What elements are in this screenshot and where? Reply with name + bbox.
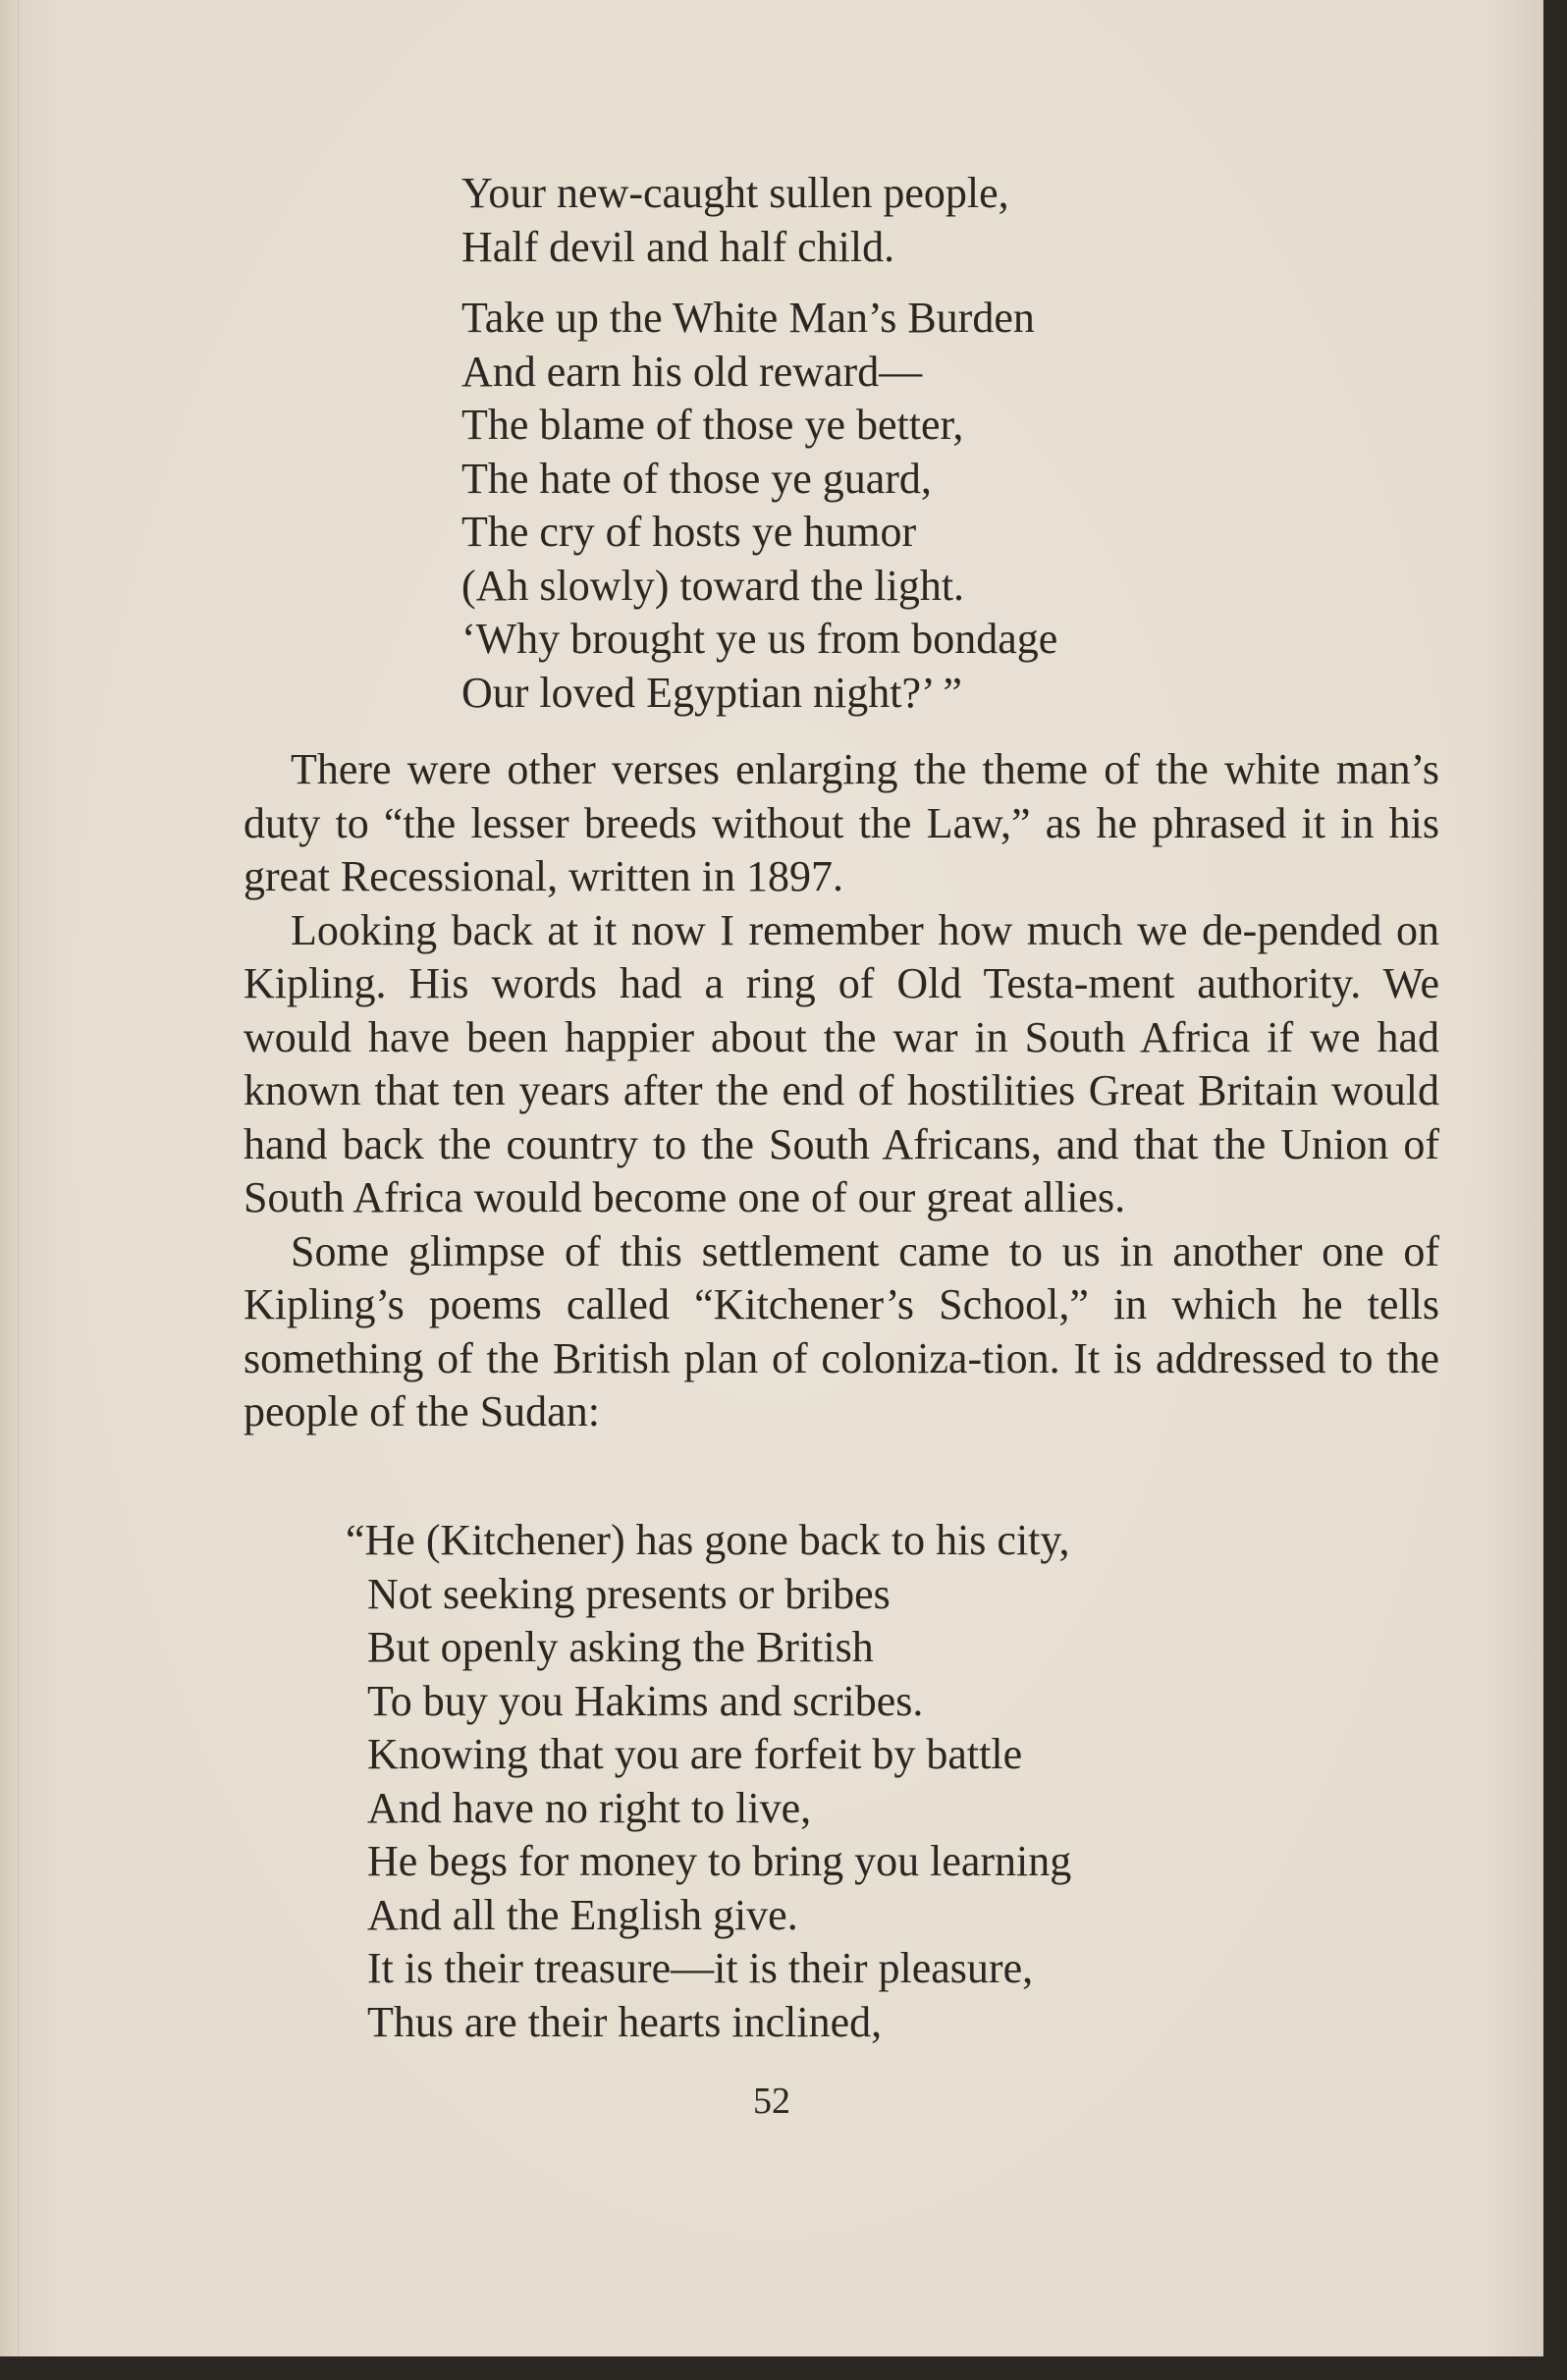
verse-line: The cry of hosts ye humor <box>461 508 917 556</box>
verse-line: Half devil and half child. <box>461 222 895 271</box>
verse-line: Not seeking presents or bribes <box>367 1569 891 1618</box>
verse-line: The hate of those ye guard, <box>461 454 932 503</box>
verse-line: “He (Kitchener) has gone back to his city, <box>346 1516 1070 1564</box>
verse-line: He begs for money to bring you learning <box>367 1837 1072 1885</box>
verse-top <box>461 167 1009 274</box>
verse-line: And have no right to live, <box>367 1783 812 1832</box>
verse-bottom <box>346 1514 1072 2049</box>
verse-line: But openly asking the British <box>367 1623 874 1671</box>
verse-middle <box>461 292 1057 720</box>
body-text <box>243 743 1439 1439</box>
verse-line: (Ah slowly) toward the light. <box>461 561 965 610</box>
verse-line: Thus are their hearts inclined, <box>367 1997 883 2046</box>
page-number: 52 <box>753 2081 790 2122</box>
verse-line: Take up the White Man’s Burden <box>461 294 1035 342</box>
paragraph: There were other verses enlarging the theme of the white man’s duty to “the lesser breeds without the Law,” as he phrased it in his great Recessional, written in 1897. <box>243 745 1439 900</box>
verse-line: ‘Why brought ye us from bondage <box>461 615 1058 663</box>
page-edge <box>0 0 19 2356</box>
verse-line: And earn his old reward— <box>461 347 923 396</box>
paragraph: Some glimpse of this settlement came to us in another one of Kipling’s poems called “Kitchener’s School,” in which he tells something of the British plan of coloniza-tion. It is addressed to the people of the Sudan: <box>243 1226 1439 1435</box>
verse-line: To buy you Hakims and scribes. <box>367 1676 924 1725</box>
verse-line: Your new-caught sullen people, <box>461 169 1009 217</box>
verse-line: The blame of those ye better, <box>461 401 964 449</box>
verse-line: Knowing that you are forfeit by battle <box>367 1730 1023 1778</box>
paragraph: Looking back at it now I remember how much we de-pended on Kipling. His words had a ring of Old Testa-ment authority. We would have been happier about the war in South Africa if we had known that ten years after the end of hostilities Great Britain would hand back the country to the South Africans, and that the Union of South Africa would become one of our great allies. <box>243 905 1439 1221</box>
verse-line: It is their treasure—it is their pleasure, <box>367 1944 1034 1992</box>
verse-line: And all the English give. <box>367 1890 798 1939</box>
verse-line: Our loved Egyptian night?’ ” <box>461 668 962 717</box>
